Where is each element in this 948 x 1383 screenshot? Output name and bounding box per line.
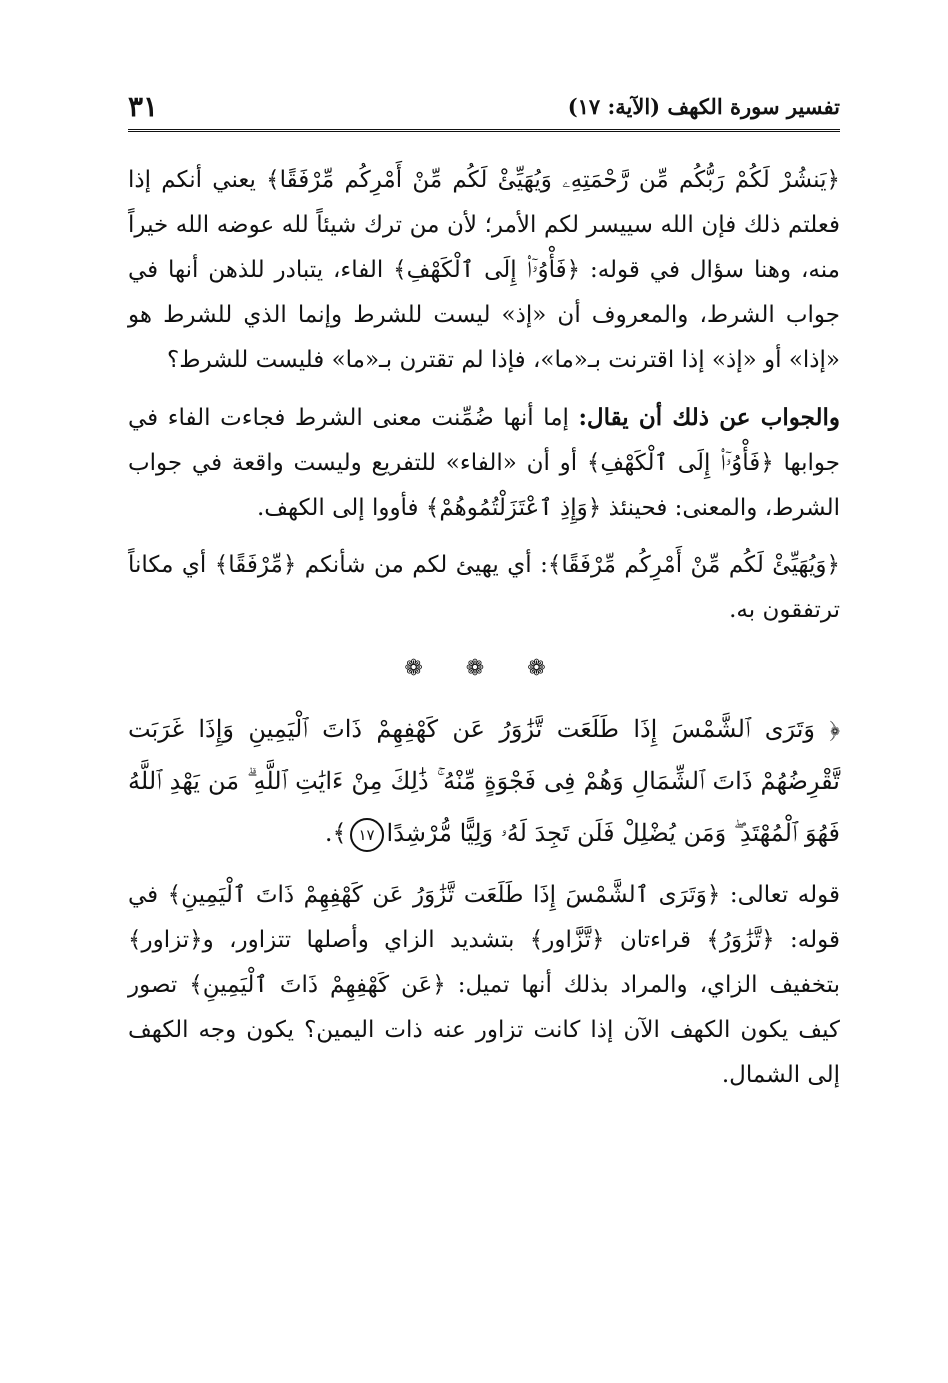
paragraph-3: ﴿وَيُهَيِّئْ لَكُم مِّنْ أَمْرِكُم مِّرْفَقًا﴾: أي يهيئ لكم من شأنكم ﴿مِّرْفَقًا﴾ أي مكاناً ترتفقون به. bbox=[128, 552, 840, 623]
section-divider-stars: ❁ ❁ ❁ bbox=[404, 656, 564, 681]
paragraph-1: ﴿يَنشُرْ لَكُمْ رَبُّكُم مِّن رَّحْمَتِهِۦ وَيُهَيِّئْ لَكُم مِّنْ أَمْرِكُم مِّرْفَقًا﴾ يعني أنكم إذا فعلتم ذلك فإن الله سييسر لكم الأمر؛ لأن من ترك شيئاً لله عوضه الله خيراً منه، وهنا سؤال في قوله: ﴿فَأْوُۥٓا۟ إِلَى ٱلْكَهْفِ﴾ الفاء، يتبادر للذهن أنها في جواب الشرط، والمعروف أن «إذ» ليست للشرط وإنما الذي للشرط هو «إذا» أو «إذ» إذا اقترنت بـ«ما»، فإذا لم تقترن بـ«ما» فليست للشرط؟ bbox=[128, 167, 840, 373]
paragraph-2-rest: إما أنها ضُمِّنت معنى الشرط فجاءت الفاء في جوابها ﴿فَأْوُۥٓا۟ إِلَى ٱلْكَهْفِ﴾ أو أن «الفاء» للتفريع وليست واقعة في جواب الشرط، والمعنى: فحينئذ ﴿وَإِذِ ٱعْتَزَلْتُمُوهُمْ﴾ فأووا إلى الكهف. bbox=[128, 405, 840, 521]
paragraph-4: قوله تعالى: ﴿وَتَرَى ٱلشَّمْسَ إِذَا طَلَعَت تَّزَٰوَرُ عَن كَهْفِهِمْ ذَاتَ ٱلْيَمِينِ﴾ في قوله: ﴿تَّزَٰوَرُ﴾ قراءتان ﴿تَّزَّاور﴾ بتشديد الزاي وأصلها تتزاور، و﴿تزاور﴾ بتخفيف الزاي، والمراد بذلك أنها تميل: ﴿عَن كَهْفِهِمْ ذَاتَ ٱلْيَمِينِ﴾ تصور كيف يكون الكهف الآن إذا كانت تزاور عنه ذات اليمين؟ يكون وجه الكهف إلى الشمال. bbox=[128, 882, 840, 1088]
quran-verse-end: ﴾. bbox=[324, 819, 347, 847]
quran-verse-block bbox=[128, 703, 840, 859]
paragraph-2 bbox=[128, 395, 840, 531]
paragraph-2-lead: والجواب عن ذلك أن يقال: bbox=[578, 404, 840, 431]
page-header bbox=[128, 88, 840, 132]
page bbox=[128, 88, 840, 1098]
page-number: ٣١ bbox=[128, 90, 159, 123]
quran-verse-text: ﴿ وَتَرَى ٱلشَّمْسَ إِذَا طَلَعَت تَّزَٰوَرُ عَن كَهْفِهِمْ ذَاتَ ٱلْيَمِينِ وَإِذَا غَرَبَت تَّقْرِضُهُمْ ذَاتَ ٱلشِّمَالِ وَهُمْ فِى فَجْوَةٍ مِّنْهُ ۚ ذَٰلِكَ مِنْ ءَايَٰتِ ٱللَّهِ ۗ مَن يَهْدِ ٱللَّهُ فَهُوَ ٱلْمُهْتَدِ ۖ وَمَن يُضْلِلْ فَلَن تَجِدَ لَهُۥ وَلِيًّا مُّرْشِدًا bbox=[128, 715, 840, 847]
ayah-number-marker: ١٧ bbox=[350, 818, 384, 852]
running-title: تفسير سورة الكهف (الآية: ١٧) bbox=[567, 94, 840, 119]
